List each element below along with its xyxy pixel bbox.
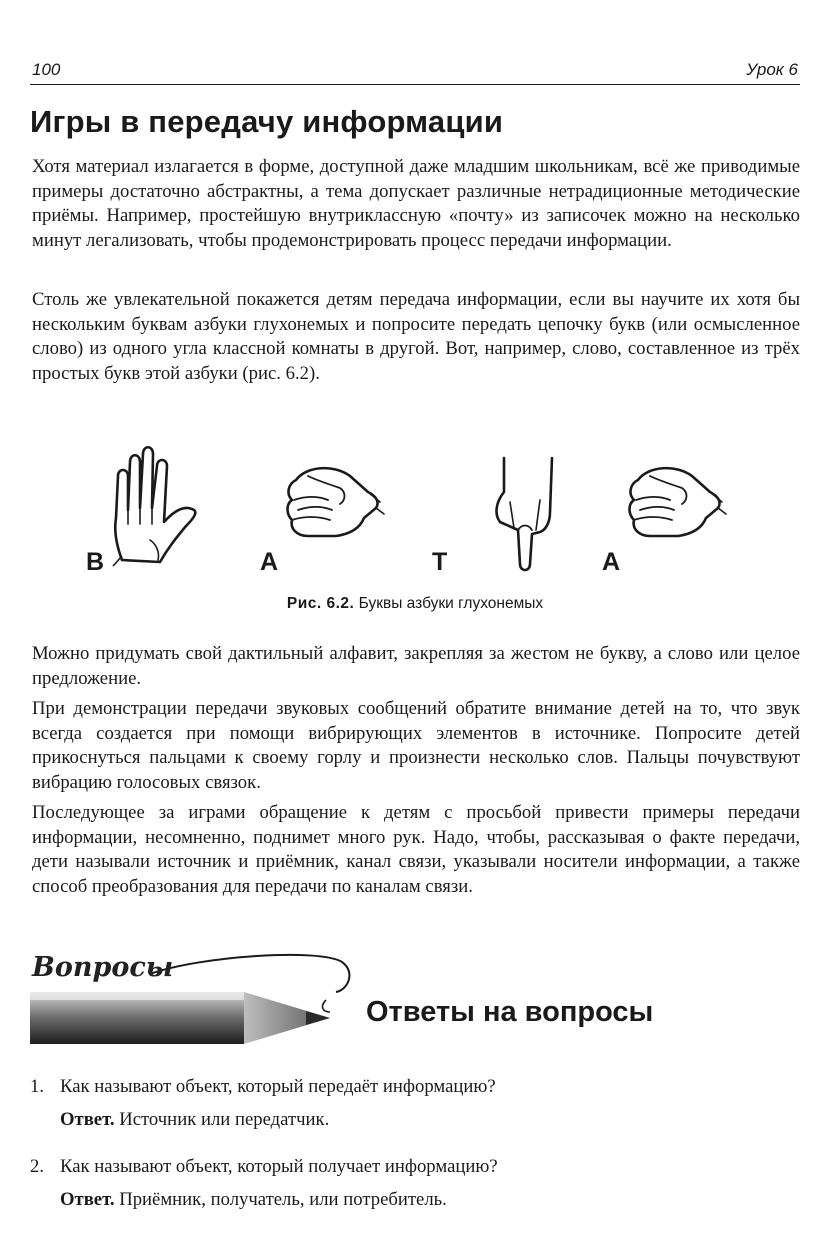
pointing-down-hand-icon: [497, 458, 552, 570]
question-text: Как называют объект, который получает информацию?: [60, 1156, 498, 1177]
running-head: [30, 58, 800, 85]
letter-v: В: [86, 548, 105, 576]
section-title: Игры в передачу информации: [30, 104, 504, 139]
answer-label: Ответ.: [60, 1109, 115, 1130]
open-palm-hand-icon: [115, 447, 195, 562]
questions-script-label: Вопросы: [32, 952, 174, 983]
qa-item-1: [30, 1075, 800, 1155]
answer-text: Приёмник, получатель, или потребитель.: [119, 1189, 447, 1210]
answer: [60, 1108, 329, 1132]
paragraph-4: При демонстрации передачи звуковых сообщений обратите внимание детей на то, что звук всегда создается при помощи вибрирующих элементов в источнике. Попросите детей прикоснуться пальцами к своему горлу и произнести несколько слов. Пальцы почувствуют вибрацию голосовых связок.: [32, 698, 800, 793]
book-page: [30, 0, 800, 1239]
answer-text: Источник или передатчик.: [119, 1109, 330, 1130]
answer-label: Ответ.: [60, 1189, 115, 1210]
paragraph-5: Последующее за играми обращение к детям с просьбой привести примеры передачи информации, несомненно, поднимет много рук. Надо, чтобы, рассказывая о факте передачи, дети называли источник и приёмник, канал связи, указывали носители информации, а также способ преобразования для передачи по каналам связи.: [32, 802, 800, 897]
paragraph-3: Можно придумать свой дактильный алфавит, закрепляя за жестом не букву, а слово или целое предложение.: [32, 643, 800, 689]
question-number: 2.: [30, 1156, 45, 1177]
lesson-label: Урок 6: [746, 60, 798, 79]
letter-a-2: А: [602, 548, 621, 576]
hand-signs-illustration: [30, 440, 800, 590]
letter-a: А: [260, 548, 279, 576]
questions-banner: [30, 950, 800, 1060]
figure-caption: [30, 595, 800, 613]
page-number: 100: [32, 60, 61, 79]
paragraph-1: Хотя материал излагается в форме, доступной даже младшим школьникам, всё же приводимые примеры достаточно абстрактны, а тема допускает различные нетрадиционные методические приёмы. Например, простейшую внутриклассную «почту» из записочек можно на несколько минут легализовать, чтобы продемонстрировать процесс передачи информации.: [32, 156, 800, 251]
letter-t: Т: [432, 548, 448, 576]
question-number: 1.: [30, 1076, 45, 1097]
question-text: Как называют объект, который передаёт информацию?: [60, 1076, 496, 1097]
fist-hand-icon-2: [630, 468, 727, 536]
paragraph-2: Столь же увлекательной покажется детям передача информации, если вы научите их хотя бы нескольким буквам азбуки глухонемых и попросите передать цепочку букв (или осмысленное слово) из одного угла классной комнаты в другой. Вот, например, слово, составленное из трёх простых букв этой азбуки (рис. 6.2).: [32, 289, 800, 384]
qa-item-2: [30, 1155, 800, 1235]
hand-guide-line: [113, 556, 122, 566]
answer: [60, 1188, 447, 1212]
caption-text: Буквы азбуки глухонемых: [358, 595, 544, 612]
questions-title: Ответы на вопросы: [366, 996, 654, 1028]
figure-sign-alphabet: [30, 440, 800, 620]
fist-hand-icon: [288, 468, 385, 536]
caption-label: Рис. 6.2.: [286, 595, 355, 612]
qa-list: [30, 1075, 800, 1235]
